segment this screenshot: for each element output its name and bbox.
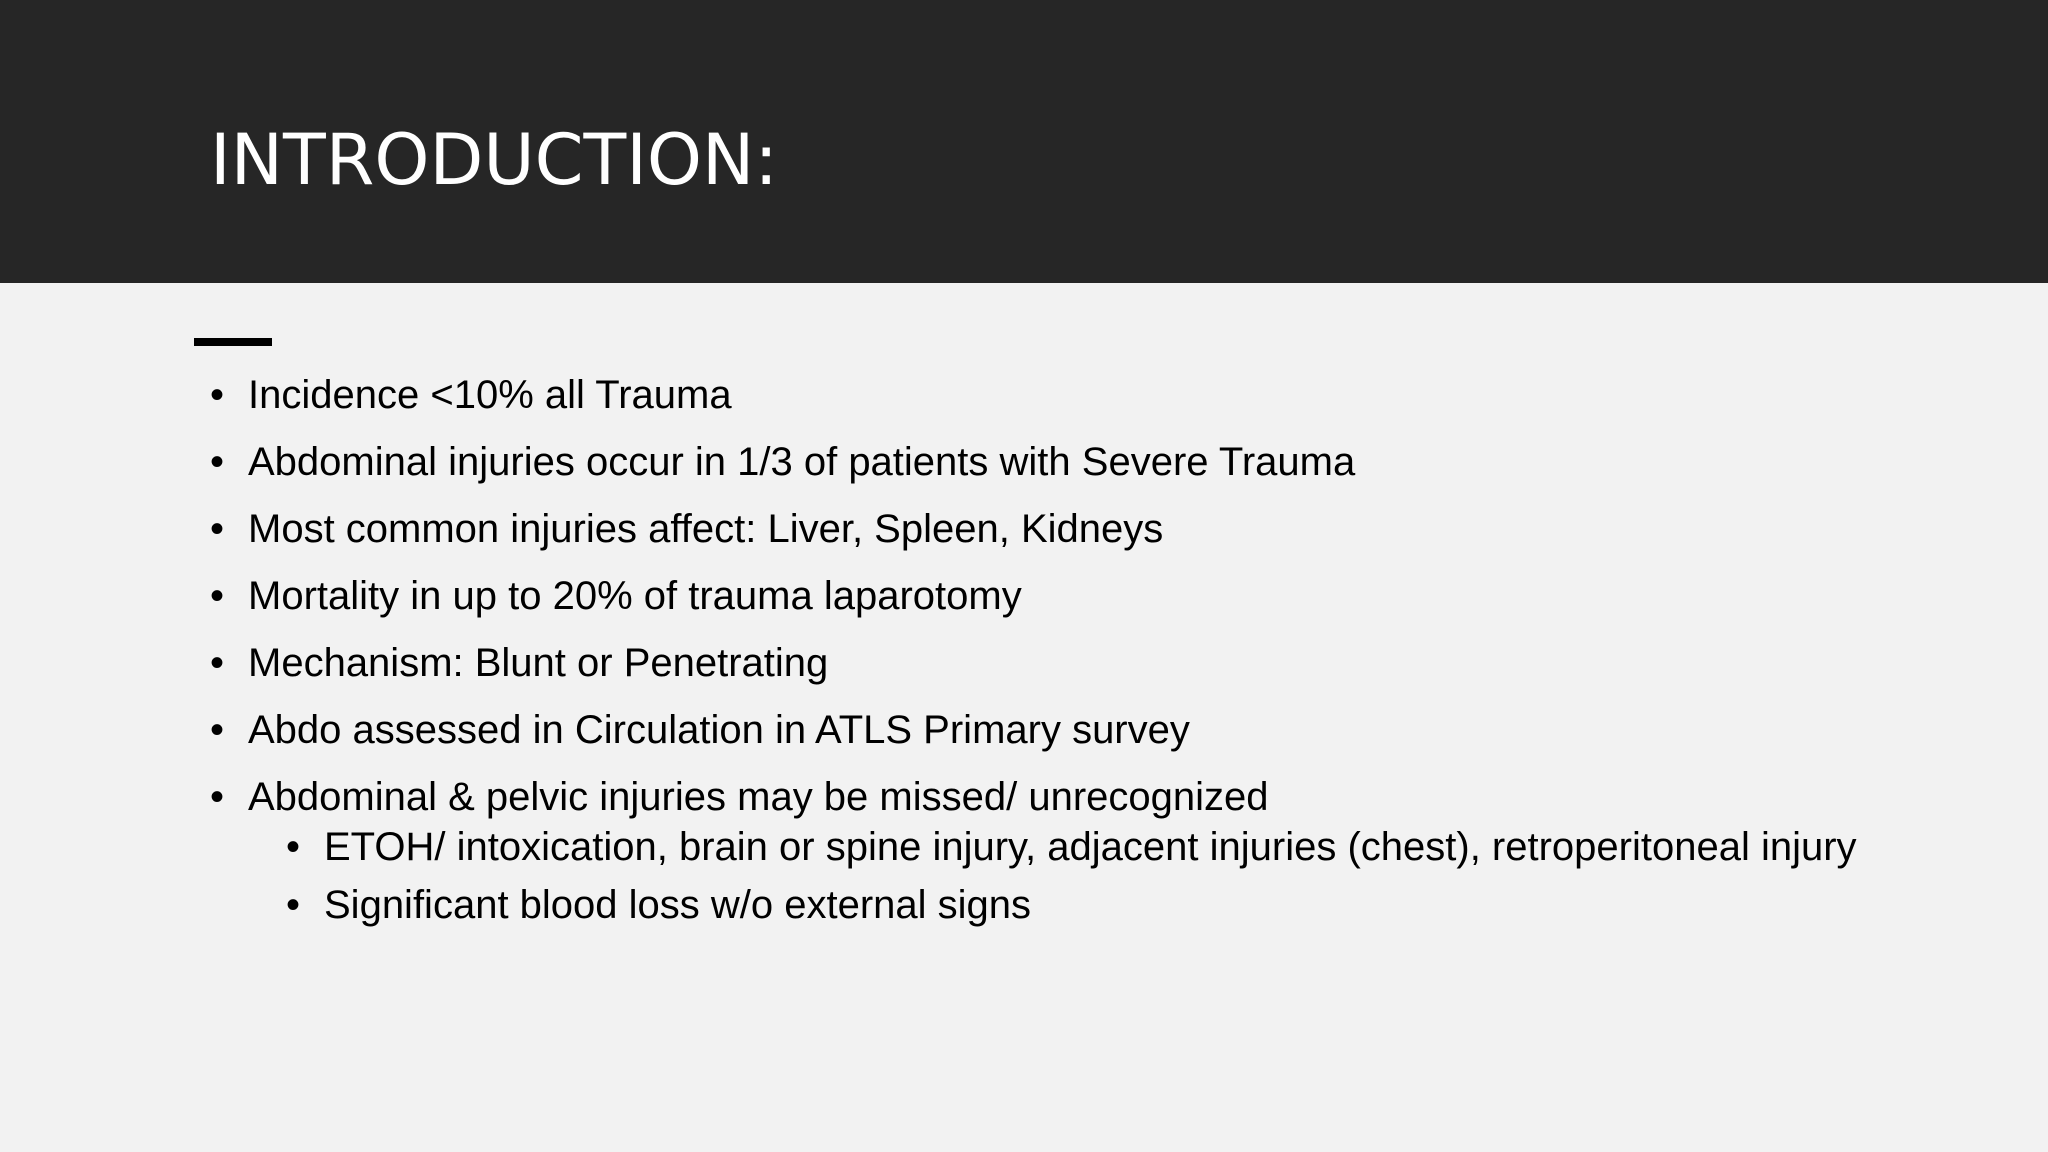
bullet-dot-icon: • bbox=[210, 507, 225, 551]
bullet-dot-icon: • bbox=[210, 775, 225, 819]
bullet-text: Abdominal & pelvic injuries may be missed/ unrecognized bbox=[248, 775, 1269, 819]
sub-bullet-dot-icon: • bbox=[286, 883, 301, 927]
sub-bullet-dot-icon: • bbox=[286, 825, 301, 869]
bullet-item bbox=[210, 504, 1830, 554]
bullet-text: Incidence <10% all Trauma bbox=[248, 373, 732, 417]
bullet-dot-icon: • bbox=[210, 440, 225, 484]
bullet-item bbox=[210, 772, 1857, 928]
sub-bullet-item bbox=[210, 882, 1864, 928]
bullet-dot-icon: • bbox=[210, 574, 225, 618]
bullet-text: Abdominal injuries occur in 1/3 of patients with Severe Trauma bbox=[248, 440, 1356, 484]
bullet-item bbox=[210, 638, 1830, 688]
bullet-text: Most common injuries affect: Liver, Spleen, Kidneys bbox=[248, 507, 1164, 551]
sub-bullet-list bbox=[248, 824, 1857, 928]
slide-title: INTRODUCTION: bbox=[210, 119, 778, 201]
sub-bullet-text: Significant blood loss w/o external signs bbox=[324, 883, 1032, 927]
bullet-text: Mechanism: Blunt or Penetrating bbox=[248, 641, 829, 685]
bullet-dot-icon: • bbox=[210, 373, 225, 417]
bullet-text: Abdo assessed in Circulation in ATLS Primary survey bbox=[248, 708, 1190, 752]
sub-bullet-text: ETOH/ intoxication, brain or spine injury, adjacent injuries (chest), retroperitoneal injury bbox=[324, 825, 1857, 869]
bullet-item bbox=[210, 705, 1830, 755]
sub-bullet-item bbox=[210, 824, 1864, 870]
bullet-list bbox=[210, 370, 1857, 940]
bullet-text: Mortality in up to 20% of trauma laparotomy bbox=[248, 574, 1022, 618]
accent-divider bbox=[194, 338, 272, 346]
bullet-dot-icon: • bbox=[210, 708, 225, 752]
title-band bbox=[0, 0, 2048, 283]
bullet-dot-icon: • bbox=[210, 641, 225, 685]
bullet-item bbox=[210, 571, 1830, 621]
bullet-item bbox=[210, 437, 1830, 487]
bullet-item bbox=[210, 370, 1830, 420]
